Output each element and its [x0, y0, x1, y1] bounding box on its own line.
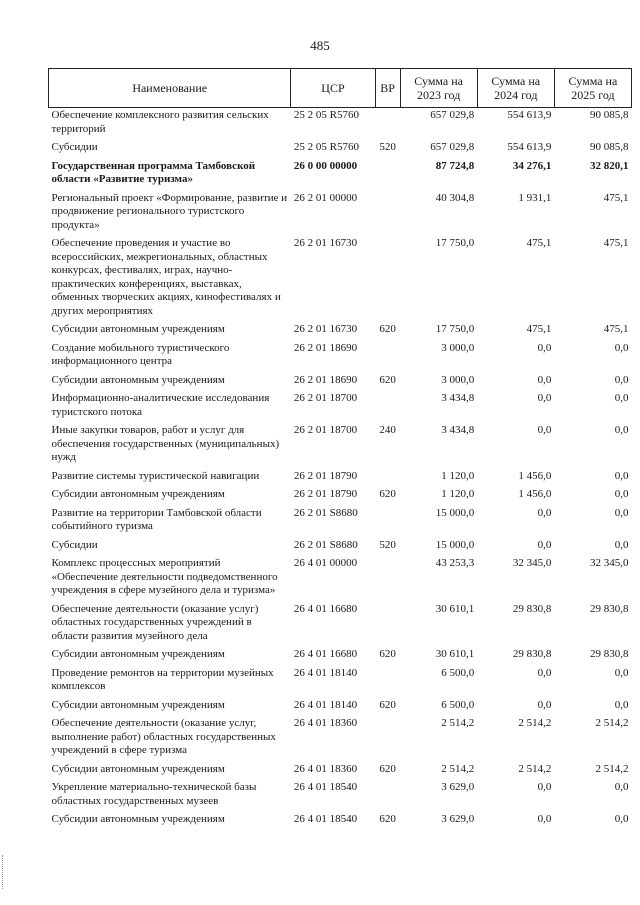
cell-name: Субсидии автономным учреждениям: [51, 762, 225, 775]
col-header-2024: Сумма на 2024 год: [477, 69, 554, 108]
cell-sum-2024: 2 514,2: [518, 717, 552, 729]
cell-vr: [375, 666, 400, 698]
cell-sum-2023: 30 610,1: [435, 648, 475, 660]
cell-name: Субсидии автономным учреждениям: [51, 488, 225, 500]
cell-sum-2024: 554 613,9: [507, 109, 552, 121]
table-row: [49, 322, 632, 341]
cell-sum-2024: 0,0: [537, 666, 552, 679]
table-row: [49, 373, 632, 392]
cell-csr: 26 4 01 18360: [293, 717, 358, 729]
cell-sum-2024: 0,0: [537, 698, 552, 711]
cell-sum-2024: 1 456,0: [518, 488, 552, 500]
cell-sum-2024: 475,1: [526, 237, 552, 249]
cell-name: Проведение ремонтов на территории музейных комплексов: [51, 666, 274, 692]
cell-sum-2025: 475,1: [603, 323, 629, 335]
table-row: [49, 647, 632, 666]
cell-sum-2025: 475,1: [603, 191, 629, 204]
cell-csr: 25 2 05 R5760: [293, 141, 359, 153]
cell-name: Развитие на территории Тамбовской области событийного туризма: [51, 506, 262, 532]
margin-mark: [2, 855, 5, 889]
cell-vr: 240: [379, 424, 396, 436]
cell-name: Субсидии автономным учреждениям: [51, 373, 225, 386]
cell-csr: 26 2 01 00000: [293, 191, 358, 204]
cell-sum-2023: 3 000,0: [441, 373, 475, 386]
cell-csr: 26 4 01 18360: [293, 762, 358, 775]
cell-sum-2023: 87 724,8: [435, 159, 475, 172]
col-header-2025: Сумма на 2025 год: [554, 69, 631, 108]
cell-vr: [375, 780, 400, 812]
table-row: [49, 159, 632, 191]
table-row: [49, 698, 632, 717]
cell-vr: [375, 236, 400, 322]
cell-sum-2024: 0,0: [537, 341, 552, 354]
cell-name: Иные закупки товаров, работ и услуг для обеспечения государственных (муниципальных) нужд: [51, 424, 280, 463]
table-row: [49, 108, 632, 141]
cell-sum-2025: 0,0: [614, 698, 629, 711]
cell-sum-2024: 554 613,9: [507, 141, 552, 153]
cell-name: Создание мобильного туристического информационного центра: [51, 341, 230, 367]
cell-sum-2023: 43 253,3: [435, 557, 475, 569]
cell-sum-2024: 0,0: [537, 538, 552, 551]
cell-sum-2025: 0,0: [614, 341, 629, 354]
cell-sum-2024: 0,0: [537, 373, 552, 386]
cell-vr: [375, 191, 400, 237]
cell-vr: 620: [379, 323, 396, 335]
cell-name: Обеспечение деятельности (оказание услуг, выполнение работ) областных государственных учреждений в сфере туризма: [51, 717, 276, 756]
cell-csr: 26 2 01 S8680: [293, 538, 358, 551]
table-row: [49, 140, 632, 159]
cell-vr: [375, 391, 400, 423]
cell-csr: 26 4 01 18140: [293, 698, 358, 711]
cell-sum-2023: 3 434,8: [441, 424, 475, 436]
cell-csr: 25 2 05 R5760: [293, 109, 359, 121]
cell-sum-2023: 17 750,0: [435, 323, 475, 335]
col-header-name: Наименование: [49, 69, 291, 108]
table-row: [49, 780, 632, 812]
cell-name: Государственная программа Тамбовской области «Развитие туризма»: [51, 159, 256, 185]
table-row: [49, 762, 632, 781]
cell-csr: 26 4 01 16680: [293, 648, 358, 660]
cell-sum-2023: 6 500,0: [441, 698, 475, 711]
cell-name: Субсидии автономным учреждениям: [51, 323, 225, 335]
table-row: [49, 341, 632, 373]
cell-sum-2023: 2 514,2: [441, 762, 475, 775]
cell-sum-2023: 1 120,0: [441, 469, 475, 482]
table-row: [49, 538, 632, 557]
cell-vr: 620: [379, 698, 396, 711]
cell-sum-2023: 1 120,0: [441, 488, 475, 500]
cell-csr: 26 2 01 18790: [293, 488, 358, 500]
cell-sum-2024: 2 514,2: [518, 762, 552, 775]
cell-vr: [375, 341, 400, 373]
cell-sum-2024: 475,1: [526, 323, 552, 335]
page-number: 485: [310, 38, 330, 53]
cell-vr: [375, 506, 400, 538]
cell-sum-2025: 0,0: [614, 666, 629, 679]
cell-sum-2023: 6 500,0: [441, 666, 475, 679]
cell-sum-2025: 0,0: [614, 538, 629, 551]
cell-sum-2025: 0,0: [614, 373, 629, 386]
cell-sum-2023: 30 610,1: [435, 602, 475, 615]
cell-sum-2025: 0,0: [614, 392, 629, 404]
cell-vr: 620: [379, 488, 396, 500]
cell-sum-2025: 0,0: [614, 488, 629, 500]
cell-name: Субсидии автономным учреждениям: [51, 813, 225, 825]
cell-name: Укрепление материально-технической базы областных государственных музеев: [51, 781, 257, 807]
cell-sum-2024: 34 276,1: [512, 159, 552, 172]
cell-sum-2024: 29 830,8: [512, 602, 552, 615]
cell-name: Обеспечение проведения и участие во всероссийских, межрегиональных, областных конкурсах, фестивалях, играх, научно-практических конференциях, выставках, обменных творческих акциях, кинофестивалях и других мероприятиях: [51, 237, 281, 317]
cell-sum-2024: 0,0: [537, 506, 552, 519]
col-header-csr: ЦСР: [291, 69, 375, 108]
cell-vr: [375, 108, 400, 141]
cell-sum-2024: 0,0: [537, 424, 552, 436]
cell-vr: [375, 159, 400, 191]
cell-vr: 620: [379, 373, 396, 386]
cell-sum-2023: 2 514,2: [441, 717, 475, 729]
cell-sum-2024: 32 345,0: [512, 557, 552, 569]
table-row: [49, 391, 632, 423]
cell-vr: [375, 469, 400, 488]
cell-csr: 26 2 01 16730: [293, 237, 358, 249]
cell-sum-2023: 3 629,0: [441, 813, 475, 825]
cell-vr: 520: [379, 141, 396, 153]
cell-vr: [375, 716, 400, 762]
cell-name: Развитие системы туристической навигации: [51, 469, 260, 482]
cell-sum-2025: 90 085,8: [590, 141, 629, 153]
budget-table: [48, 68, 632, 831]
cell-name: Комплекс процессных мероприятий «Обеспечение деятельности подведомственного учреждения в сфере музейного дела и туризма»: [51, 557, 278, 596]
cell-name: Обеспечение деятельности (оказание услуг) областных государственных учреждений в области развития музейного дела: [51, 602, 259, 642]
cell-csr: 26 2 01 18690: [293, 341, 358, 354]
cell-csr: 26 4 01 00000: [293, 557, 358, 569]
table-row: [49, 506, 632, 538]
cell-sum-2025: 2 514,2: [595, 717, 629, 729]
cell-sum-2023: 3 434,8: [441, 392, 475, 404]
table-row: [49, 423, 632, 469]
cell-csr: 26 4 01 18540: [293, 813, 358, 825]
cell-vr: [375, 556, 400, 602]
cell-name: Субсидии: [51, 538, 98, 551]
cell-csr: 26 4 01 16680: [293, 602, 358, 615]
table-row: [49, 602, 632, 648]
cell-sum-2023: 40 304,8: [435, 191, 475, 204]
cell-name: Субсидии автономным учреждениям: [51, 648, 225, 660]
cell-vr: [375, 602, 400, 648]
cell-csr: 26 2 01 18700: [293, 392, 358, 404]
cell-sum-2024: 1 931,1: [518, 191, 552, 204]
table-row: [49, 191, 632, 237]
cell-name: Региональный проект «Формирование, развитие и продвижение регионального туристского продукта»: [51, 191, 288, 231]
cell-vr: 620: [379, 813, 396, 825]
cell-sum-2024: 0,0: [537, 813, 552, 825]
cell-sum-2025: 0,0: [614, 781, 629, 793]
table-row: [49, 666, 632, 698]
cell-sum-2025: 32 820,1: [590, 159, 629, 172]
table-row: [49, 487, 632, 506]
col-header-vr: ВР: [375, 69, 400, 108]
cell-csr: 26 0 00 00000: [293, 159, 358, 172]
cell-sum-2024: 29 830,8: [512, 648, 552, 660]
table-header: [49, 69, 632, 108]
cell-sum-2024: 0,0: [537, 781, 552, 793]
cell-sum-2025: 475,1: [603, 237, 629, 249]
table-row: [49, 812, 632, 831]
cell-csr: 26 2 01 S8680: [293, 506, 358, 519]
cell-sum-2025: 90 085,8: [590, 109, 629, 121]
cell-sum-2025: 29 830,8: [590, 602, 629, 615]
cell-name: Обеспечение комплексного развития сельских территорий: [51, 109, 269, 135]
table-row: [49, 556, 632, 602]
cell-name: Субсидии автономным учреждениям: [51, 698, 225, 711]
table-row: [49, 469, 632, 488]
cell-sum-2024: 0,0: [537, 392, 552, 404]
cell-sum-2025: 0,0: [614, 469, 629, 482]
cell-csr: 26 2 01 18700: [293, 424, 358, 436]
cell-sum-2025: 0,0: [614, 506, 629, 519]
cell-sum-2025: 0,0: [614, 424, 629, 436]
cell-name: Информационно-аналитические исследования туристского потока: [51, 392, 270, 418]
cell-sum-2025: 29 830,8: [590, 648, 629, 660]
cell-vr: 620: [379, 648, 396, 660]
cell-csr: 26 2 01 18790: [293, 469, 358, 482]
cell-csr: 26 2 01 16730: [293, 323, 358, 335]
cell-sum-2023: 17 750,0: [435, 237, 475, 249]
cell-vr: 520: [379, 538, 396, 551]
cell-sum-2023: 657 029,8: [430, 109, 475, 121]
cell-csr: 26 2 01 18690: [293, 373, 358, 386]
cell-name: Субсидии: [51, 141, 98, 153]
cell-sum-2025: 2 514,2: [595, 762, 629, 775]
table-row: [49, 716, 632, 762]
cell-sum-2023: 3 000,0: [441, 341, 475, 354]
cell-sum-2023: 3 629,0: [441, 781, 475, 793]
cell-sum-2023: 15 000,0: [435, 506, 475, 519]
cell-sum-2025: 0,0: [614, 813, 629, 825]
cell-sum-2025: 32 345,0: [590, 557, 629, 569]
col-header-2023: Сумма на 2023 год: [400, 69, 477, 108]
cell-sum-2023: 657 029,8: [430, 141, 475, 153]
table-body: [49, 108, 632, 831]
cell-sum-2024: 1 456,0: [518, 469, 552, 482]
cell-vr: 620: [379, 762, 396, 775]
cell-csr: 26 4 01 18540: [293, 781, 358, 793]
table-row: [49, 236, 632, 322]
cell-sum-2023: 15 000,0: [435, 538, 475, 551]
cell-csr: 26 4 01 18140: [293, 666, 358, 679]
